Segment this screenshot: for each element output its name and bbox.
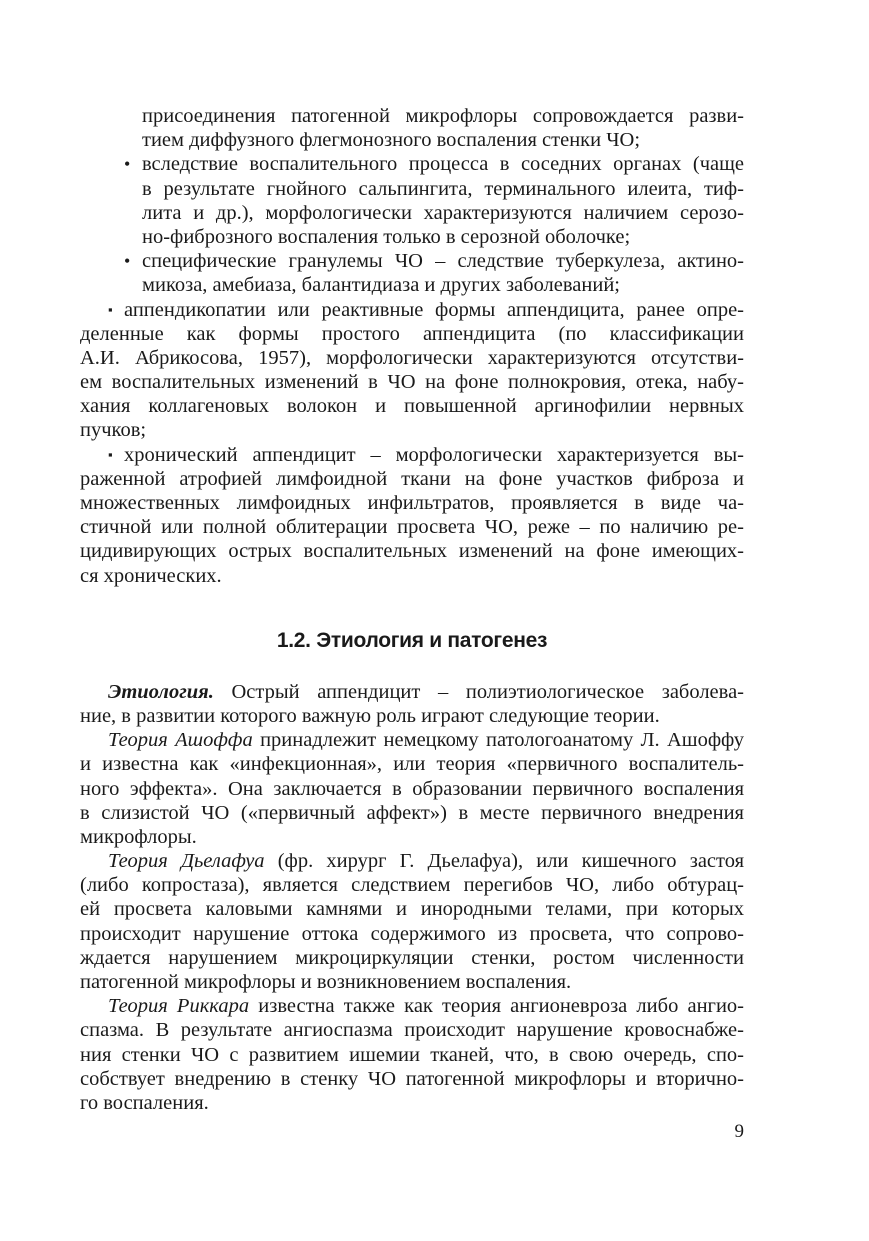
text-line: ние, в развитии которого важную роль играют следующие теории. [80,704,660,727]
theory-name: Теория Ашоффа [108,729,253,752]
text-line: известна также как теория ангионевроза либо ангио- [249,995,744,1018]
paragraph-first-line [80,728,744,752]
text-line: тием диффузного флегмонозного воспаления стенки ЧО; [142,129,641,152]
text-line: принадлежит немецкому патологоанатому Л. Ашоффу [252,729,745,752]
text-line: микоза, амебиаза, балантидиаза и других заболеваний; [142,274,620,297]
text-line: цидивирующих острых воспалительных изменений на фоне имеющих- [80,540,744,563]
text-line: патогенной микрофлоры и возникновением воспаления. [80,971,572,993]
section-heading: 1.2. Этиология и патогенез [276,628,548,652]
text-line: хронический аппендицит – морфологически характеризуется вы- [124,443,744,466]
text-line: ей просвета каловыми камнями и инородными телами, при которых [80,898,744,921]
text-line: ния стенки ЧО с развитием ишемии тканей, что, в свою очередь, спо- [80,1043,744,1066]
text-line: (либо копростаза), является следствием перегибов ЧО, либо обтурац- [80,874,744,897]
text-line: присоединения патогенной микрофлоры сопровождается разви- [142,105,744,127]
text-line: специфические гранулемы ЧО – следствие туберкулеза, актино- [142,250,744,273]
text-line: деленные как формы простого аппендицита (по классификации [80,322,744,345]
text-line: ем воспалительных изменений в ЧО на фоне полнокровия, отека, набу- [80,371,744,394]
text-line: ся хронических. [80,564,222,587]
text-line: микрофлоры. [80,825,197,848]
book-page [80,104,744,1115]
text-line: стичной или полной облитерации просвета ЧО, реже – по наличию ре- [80,516,744,539]
bullet-dot-icon: • [124,251,131,272]
bullet-item [80,298,744,322]
bullet-item [80,443,744,467]
text-line: в слизистой ЧО («первичный аффект») в месте первичного внедрения [80,801,744,824]
text-line: лита и др.), морфологически характеризуются наличием серозо- [142,201,744,224]
text-line: в результате гнойного сальпингита, терминального илеита, тиф- [142,177,744,200]
text-line: раженной атрофией лимфоидной ткани на фоне участков фиброза и [80,467,744,490]
theory-name: Теория Риккара [108,995,250,1018]
text-line: происходит нарушение оттока содержимого из просвета, что сопрово- [80,922,744,945]
term-etiology: Этиология. [108,680,214,703]
bullet-square-icon: ▪ [108,301,113,317]
text-line: ного эффекта». Она заключается в образовании первичного воспаления [80,777,744,800]
text-line: хания коллагеновых волокон и повышенной аргинофилии нервных [80,395,744,418]
text-line: аппендикопатии или реактивные формы аппендицита, ранее опре- [124,298,744,321]
text-line: го воспаления. [80,1091,209,1114]
text-line: (фр. хирург Г. Дьелафуа), или кишечного застоя [264,850,744,873]
bullet-dot-icon: • [124,154,131,175]
paragraph-first-line [80,994,744,1018]
text-line: но-фиброзного воспаления только в серозной оболочке; [142,225,631,248]
text-line: собствует внедрению в стенку ЧО патогенной микрофлоры и вторично- [80,1067,744,1090]
text-line: спазма. В результате ангиоспазма происходит нарушение кровоснабже- [80,1019,744,1042]
text-line: А.И. Абрикосова, 1957), морфологически характеризуются отсутстви- [80,346,744,369]
page-number: 9 [734,1121,744,1142]
theory-name: Теория Дьелафуа [108,850,265,873]
text-line: ждается нарушением микроциркуляции стенки, ростом численности [80,946,744,969]
text-line: множественных лимфоидных инфильтратов, проявляется в виде ча- [80,492,744,514]
bullet-square-icon: ▪ [108,446,113,462]
text-line: Острый аппендицит – полиэтиологическое заболева- [213,680,744,703]
text-line: пучков; [80,419,147,442]
text-line: вследствие воспалительного процесса в соседних органах (чаще [142,153,744,176]
text-line: и известна как «инфекционная», или теория «первичного воспалитель- [80,753,744,776]
paragraph-first-line [80,849,744,873]
sub-bullet-item [80,152,744,176]
sub-bullet-item [80,249,744,273]
paragraph-first-line [80,680,744,704]
